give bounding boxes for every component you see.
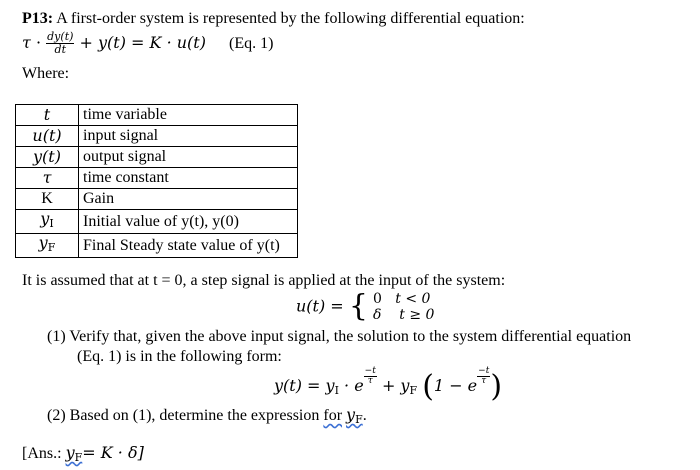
var-symbol: y(t) <box>16 147 79 168</box>
case2-value: δ <box>373 307 382 323</box>
table-row <box>16 147 298 168</box>
answer-rhs: = K · δ] <box>82 443 144 462</box>
left-brace: { <box>348 288 368 324</box>
for-word: for <box>323 407 343 424</box>
table-row <box>16 234 298 258</box>
answer-open: [Ans.: <box>22 445 62 462</box>
problem-heading <box>22 10 525 28</box>
case1-condition: t < 0 <box>395 291 431 307</box>
equation-rhs: + y(t) = K · u(t) <box>79 33 206 52</box>
solution-lhs: y(t) = y <box>274 376 335 395</box>
var-symbol-yf <box>16 234 79 258</box>
variables-table <box>15 104 298 258</box>
var-description: Gain <box>79 189 298 210</box>
yf-symbol: $y_F$ <box>38 233 56 254</box>
where-label: Where: <box>22 65 70 82</box>
table-row <box>16 189 298 210</box>
question-1-line-2: (Eq. 1) is in the following form: <box>77 348 282 365</box>
yi-symbol: $y_I$ <box>40 209 54 230</box>
problem-label: P13: <box>22 10 54 27</box>
multiply-dot: · <box>35 33 42 52</box>
var-symbol: τ <box>16 168 79 189</box>
problem-statement: A first-order system is represented by the following differential equation: <box>56 10 525 27</box>
tau-symbol: τ <box>22 33 31 52</box>
solution-formula <box>274 366 503 404</box>
table-row <box>16 168 298 189</box>
var-description: Final Steady state value of y(t) <box>79 234 298 258</box>
var-symbol: K <box>16 189 79 210</box>
var-symbol: u(t) <box>16 126 79 147</box>
var-description: Initial value of y(t), y(0) <box>79 210 298 234</box>
close-paren: ) <box>490 369 503 404</box>
exponent-2: $\frac{-t}{\tau}$ <box>478 366 490 386</box>
yf-var: $y_F$ <box>346 405 363 426</box>
open-paren: ( <box>422 369 434 404</box>
subscript-f: F <box>409 384 418 397</box>
case1-value: 0 <box>373 291 382 307</box>
question-2 <box>47 405 367 426</box>
subscript-i: I <box>334 384 339 397</box>
var-symbol-yi <box>16 210 79 234</box>
input-lhs: u(t) = <box>296 296 344 316</box>
table-row <box>16 105 298 126</box>
table-row <box>16 126 298 147</box>
derivative-fraction <box>46 31 74 56</box>
one-minus-e: 1 − e <box>433 376 478 395</box>
cases-block <box>373 291 434 323</box>
equation-1 <box>22 31 273 56</box>
equation-label: (Eq. 1) <box>229 35 274 52</box>
var-description: input signal <box>79 126 298 147</box>
table-row <box>16 210 298 234</box>
var-description: time variable <box>79 105 298 126</box>
plus-y: + y <box>381 376 410 395</box>
answer-line <box>22 443 144 464</box>
question-2-text: (2) Based on (1), determine the expression <box>47 407 320 424</box>
exponent-1: $\frac{-t}{\tau}$ <box>364 366 376 386</box>
derivative-denominator: dt <box>54 43 66 56</box>
var-symbol: t <box>16 105 79 126</box>
derivative-numerator: dy(t) <box>47 30 74 43</box>
dot-e: · e <box>344 376 364 395</box>
var-description: output signal <box>79 147 298 168</box>
question-2-period: . <box>362 407 367 424</box>
input-definition <box>296 288 435 324</box>
question-1-line-1: (1) Verify that, given the above input signal, the solution to the system differential equation <box>47 328 632 345</box>
var-description: time constant <box>79 168 298 189</box>
assumption-text: It is assumed that at t = 0, a step signal is applied at the input of the system: <box>22 272 506 289</box>
answer-var: $y_F$ <box>65 443 83 464</box>
case2-condition: t ≥ 0 <box>399 307 435 323</box>
